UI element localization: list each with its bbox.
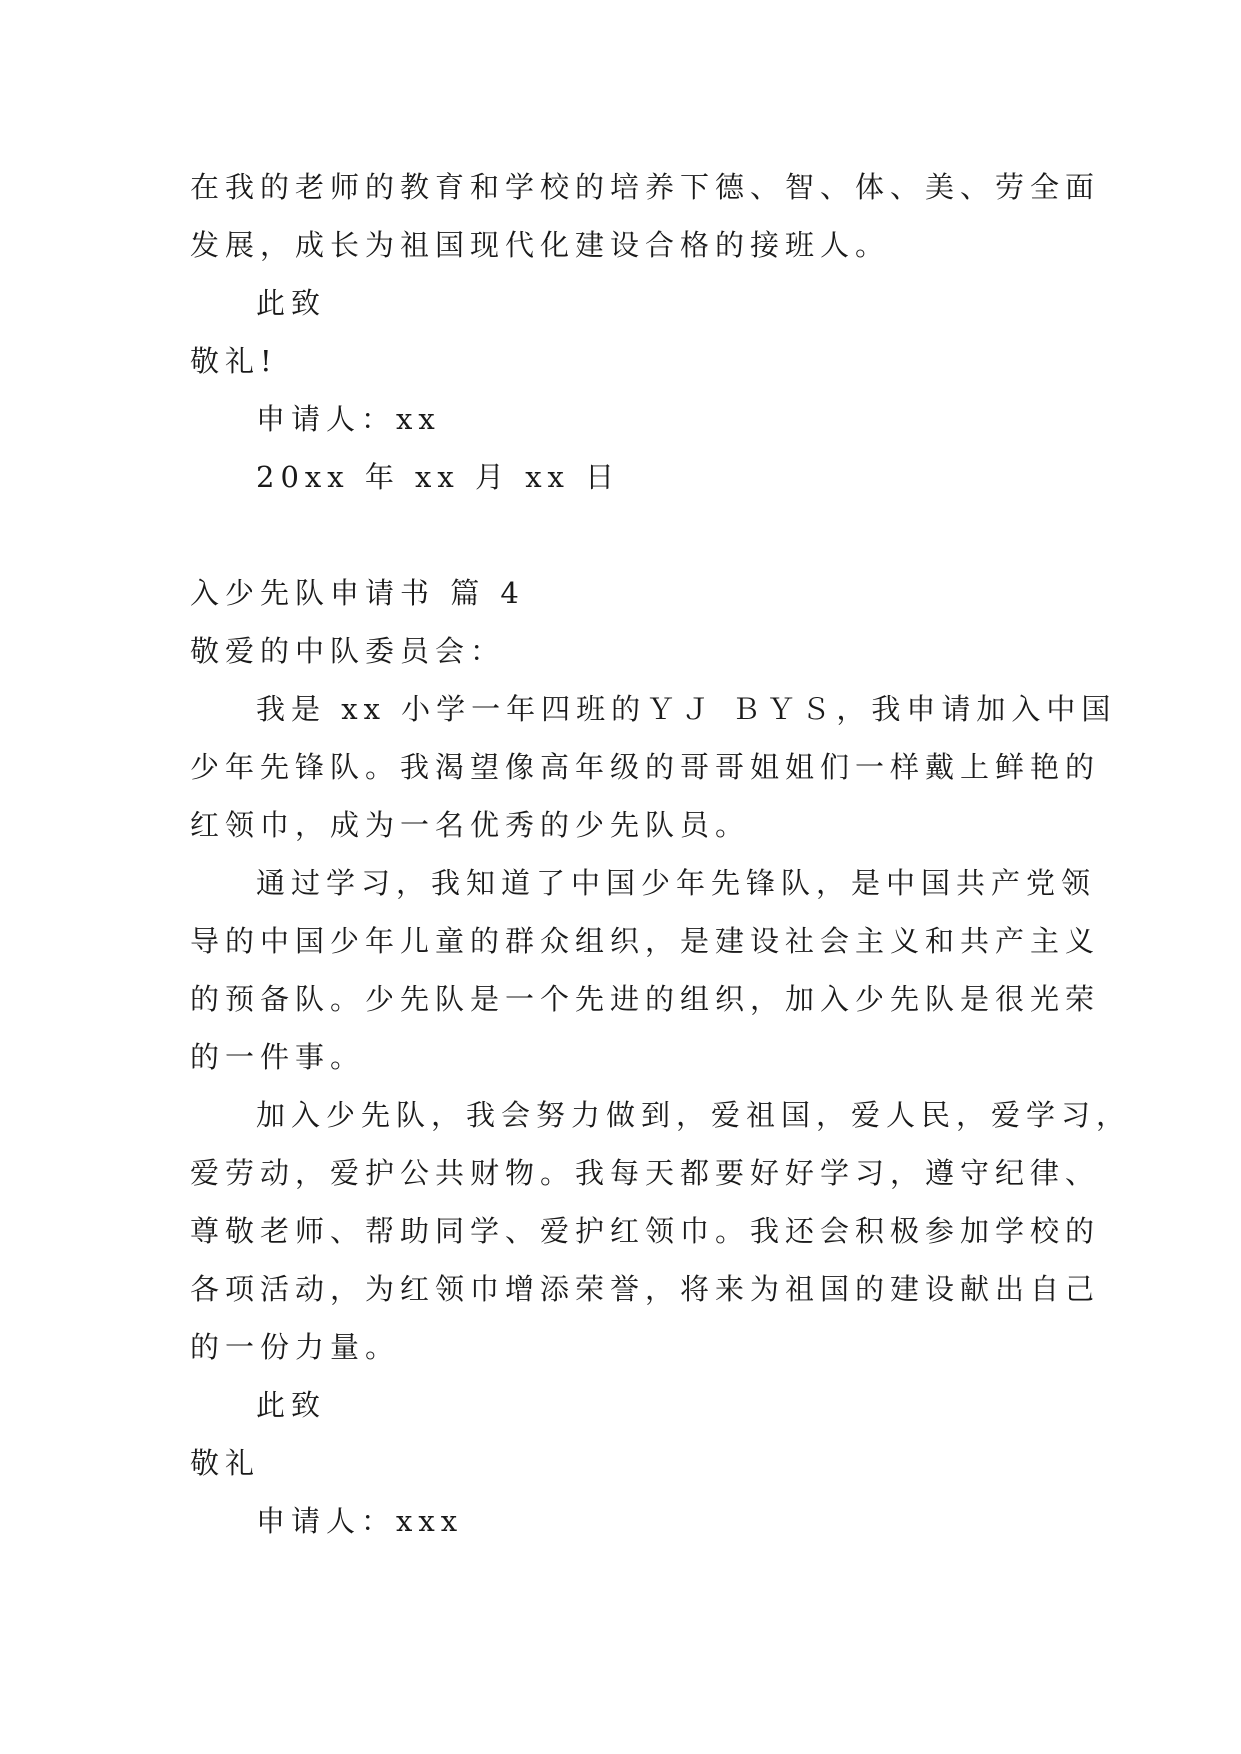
p3-line-4: 各项活动，为红领巾增添荣誉，将来为祖国的建设献出自己 (190, 1272, 1101, 1306)
p1-line-2: 少年先锋队。我渴望像高年级的哥哥姐姐们一样戴上鲜艳的 (190, 750, 1101, 784)
p3-line-3: 尊敬老师、帮助同学、爱护红领巾。我还会积极参加学校的 (190, 1214, 1101, 1248)
p1-line-1: 我是 xx 小学一年四班的ＹＪ ＢＹＳ，我申请加入中国 (256, 692, 1117, 726)
section-spacer (190, 506, 1070, 564)
p1-line-3: 红领巾，成为一名优秀的少先队员。 (190, 808, 751, 842)
section-4-closing-jingli: 敬礼 (190, 1446, 261, 1480)
prev-body-line-2: 发展，成长为祖国现代化建设合格的接班人。 (190, 228, 891, 262)
p2-line-3: 的预备队。少先队是一个先进的组织，加入少先队是很光荣 (190, 982, 1101, 1016)
section-4-applicant: 申请人：xxx (256, 1504, 464, 1538)
prev-date: 20xx 年 xx 月 xx 日 (256, 460, 621, 494)
p2-line-4: 的一件事。 (190, 1040, 366, 1074)
p2-line-1: 通过学习，我知道了中国少年先锋队，是中国共产党领 (256, 866, 1097, 900)
section-4-salutation: 敬爱的中队委员会： (190, 634, 506, 668)
prev-closing-jingli: 敬礼! (190, 344, 278, 378)
prev-body-line-1: 在我的老师的教育和学校的培养下德、智、体、美、劳全面 (190, 170, 1101, 204)
document-body (190, 158, 1132, 1550)
prev-closing-cizhi: 此致 (256, 286, 327, 320)
p3-line-5: 的一份力量。 (190, 1330, 401, 1364)
section-4-closing-cizhi: 此致 (256, 1388, 327, 1422)
p3-line-2: 爱劳动，爱护公共财物。我每天都要好好学习，遵守纪律、 (190, 1156, 1101, 1190)
section-4-title: 入少先队申请书 篇 4 (190, 576, 525, 610)
p2-line-2: 导的中国少年儿童的群众组织，是建设社会主义和共产主义 (190, 924, 1101, 958)
p3-line-1: 加入少先队，我会努力做到，爱祖国，爱人民，爱学习， (256, 1098, 1132, 1132)
prev-applicant: 申请人：xx (256, 402, 441, 436)
